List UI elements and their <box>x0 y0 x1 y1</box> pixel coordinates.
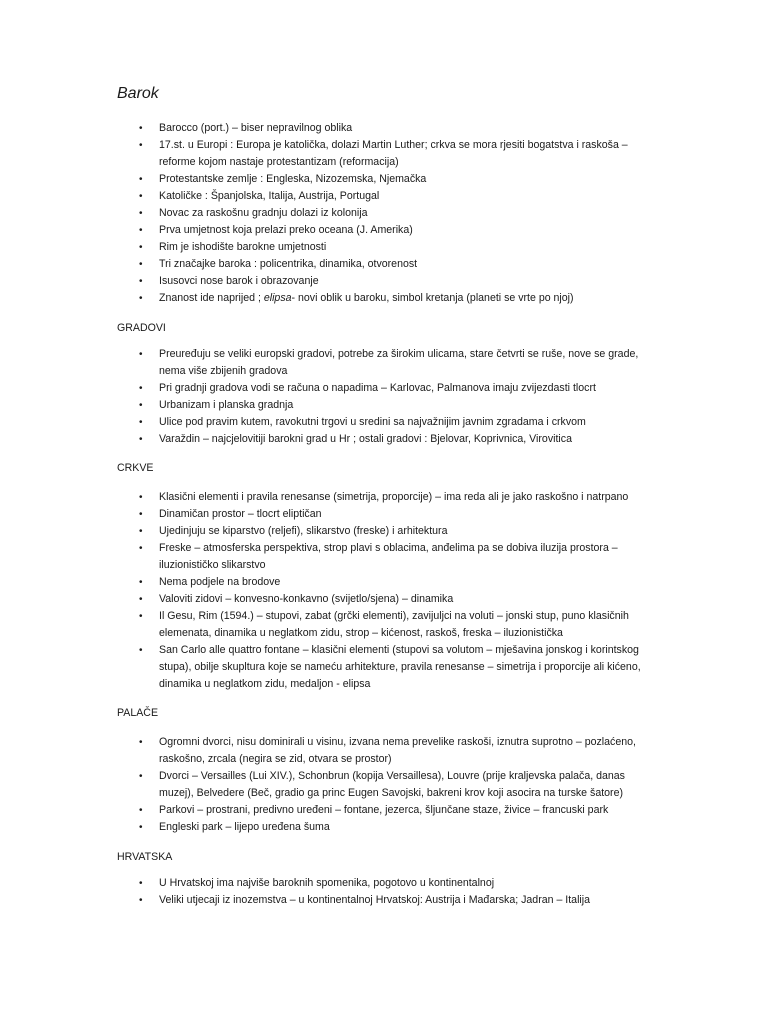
bullet-icon: • <box>139 225 143 236</box>
list-item: • Parkovi – prostrani, predivno uređeni – fontane, jezerca, šljunčane staze, živice – francuski park <box>0 802 659 819</box>
bullet-icon: • <box>139 771 143 782</box>
bullet-icon: • <box>139 123 143 134</box>
bullet-icon: • <box>139 492 143 503</box>
list-item: • Klasični elementi i pravila renesanse (simetrija, proporcije) – ima reda ali je jako raskošno i natrpano <box>0 489 659 506</box>
bullet-icon: • <box>139 208 143 219</box>
list-item: • Tri značajke baroka : policentrika, dinamika, otvorenost <box>0 256 659 273</box>
bullet-icon: • <box>139 293 143 304</box>
intro-list <box>0 120 768 307</box>
italic-term: elipsa <box>263 292 292 304</box>
bullet-icon: • <box>139 259 143 270</box>
bullet-icon: • <box>139 645 143 656</box>
list-item: • Novac za raskošnu gradnju dolazi iz kolonija <box>0 205 659 222</box>
list-item: • Barocco (port.) – biser nepravilnog oblika <box>0 120 659 137</box>
bullet-icon: • <box>139 174 143 185</box>
palace-list <box>0 734 768 836</box>
bullet-icon: • <box>139 611 143 622</box>
list-item: • Dvorci – Versailles (Lui XIV.), Schonbrun (kopija Versaillesa), Louvre (prije kraljevska palača, danas muzej), Belvedere (Beč, gradio ga princ Eugen Savojski, bakreni krov koji asocira na turske šatore) <box>139 770 625 799</box>
list-item: • Freske – atmosferska perspektiva, strop plavi s oblacima, anđelima pa se dobiva iluzija prostora – iluzionističko slikarstvo <box>139 542 618 571</box>
list-item: • Engleski park – lijepo uređena šuma <box>0 819 659 836</box>
list-item: • Urbanizam i planska gradnja <box>0 397 659 414</box>
list-item: • Prva umjetnost koja prelazi preko oceana (J. Amerika) <box>0 222 659 239</box>
bullet-icon: • <box>139 594 143 605</box>
bullet-icon: • <box>139 577 143 588</box>
section-heading-gradovi: GRADOVI <box>117 322 166 334</box>
bullet-icon: • <box>139 805 143 816</box>
bullet-icon: • <box>139 822 143 833</box>
list-item: • Isusovci nose barok i obrazovanje <box>0 273 659 290</box>
list-item: • Valoviti zidovi – konvesno-konkavno (svijetlo/sjena) – dinamika <box>0 591 659 608</box>
bullet-icon: • <box>139 417 143 428</box>
list-item: • Nema podjele na brodove <box>0 574 659 591</box>
section-heading-crkve: CRKVE <box>117 462 154 474</box>
bullet-icon: • <box>139 276 143 287</box>
list-item: • Protestantske zemlje : Engleska, Nizozemska, Njemačka <box>0 171 659 188</box>
list-item: • San Carlo alle quattro fontane – klasični elementi (stupovi sa volutom – mješavina jonskog i korintskog stupa), obilje skupltura koje se nameću arhitekture, pravila renesanse – simetrija i proporcije ali kićeno, dinamika u neglatkom zidu, medaljon - elipsa <box>139 644 641 690</box>
bullet-icon: • <box>139 191 143 202</box>
section-heading-palace: PALAČE <box>117 707 159 719</box>
list-item: • Il Gesu, Rim (1594.) – stupovi, zabat (grčki elementi), zavijuljci na voluti – jonski stup, puno klasičnih elemenata, dinamika u neglatkom zidu, strop – kićenost, raskoš, freska – iluzionistička <box>139 610 629 639</box>
list-item: • U Hrvatskoj ima najviše baroknih spomenika, pogotovo u kontinentalnoj <box>0 875 659 892</box>
bullet-icon: • <box>139 140 143 151</box>
list-item: • Preuređuju se veliki europski gradovi, potrebe za širokim ulicama, stare četvrti se ruše, nove se grade, nema više zbijenih gradova <box>139 348 639 377</box>
section-heading-hrvatska: HRVATSKA <box>117 851 173 863</box>
bullet-icon: • <box>139 526 143 537</box>
bullet-icon: • <box>139 383 143 394</box>
hrvatska-list <box>0 875 768 909</box>
list-item: • Dinamičan prostor – tlocrt eliptičan <box>0 506 659 523</box>
bullet-icon: • <box>139 543 143 554</box>
bullet-icon: • <box>139 400 143 411</box>
bullet-icon: • <box>139 349 143 360</box>
bullet-icon: • <box>139 878 143 889</box>
crkve-list <box>0 489 768 693</box>
list-item: • Pri gradnji gradova vodi se računa o napadima – Karlovac, Palmanova imaju zvijezdasti tlocrt <box>0 380 659 397</box>
list-item: • Ulice pod pravim kutem, ravokutni trgovi u sredini sa najvažnijim javnim zgradama i crkvom <box>0 414 659 431</box>
bullet-icon: • <box>139 242 143 253</box>
bullet-icon: • <box>139 509 143 520</box>
bullet-icon: • <box>139 434 143 445</box>
page-title: Barok <box>117 85 159 102</box>
bullet-icon: • <box>139 737 143 748</box>
list-item: • Katoličke : Španjolska, Italija, Austrija, Portugal <box>0 188 659 205</box>
list-item: • 17.st. u Europi : Europa je katolička, dolazi Martin Luther; crkva se mora rjesiti bogatstva i raskoša – reforme kojom nastaje protestantizam (reformacija) <box>139 139 628 168</box>
list-item: • Ogromni dvorci, nisu dominirali u visinu, izvana nema prevelike raskoši, iznutra suprotno – pozlaćeno, raskošno, zrcala (negira se zid, otvara se prostor) <box>139 736 636 765</box>
list-item: • Ujedinjuju se kiparstvo (reljefi), slikarstvo (freske) i arhitektura <box>0 523 659 540</box>
list-item: • Rim je ishodište barokne umjetnosti <box>0 239 659 256</box>
list-item: • Veliki utjecaji iz inozemstva – u kontinentalnoj Hrvatskoj: Austrija i Mađarska; Jadran – Italija <box>0 892 659 909</box>
list-item: • Varaždin – najcjelovitiji barokni grad u Hr ; ostali gradovi : Bjelovar, Koprivnica, Virovitica <box>0 431 659 448</box>
gradovi-list <box>0 346 768 448</box>
bullet-icon: • <box>139 895 143 906</box>
list-item: • Znanost ide naprijed ; elipsa- novi oblik u baroku, simbol kretanja (planeti se vrte po njoj) <box>0 290 659 307</box>
